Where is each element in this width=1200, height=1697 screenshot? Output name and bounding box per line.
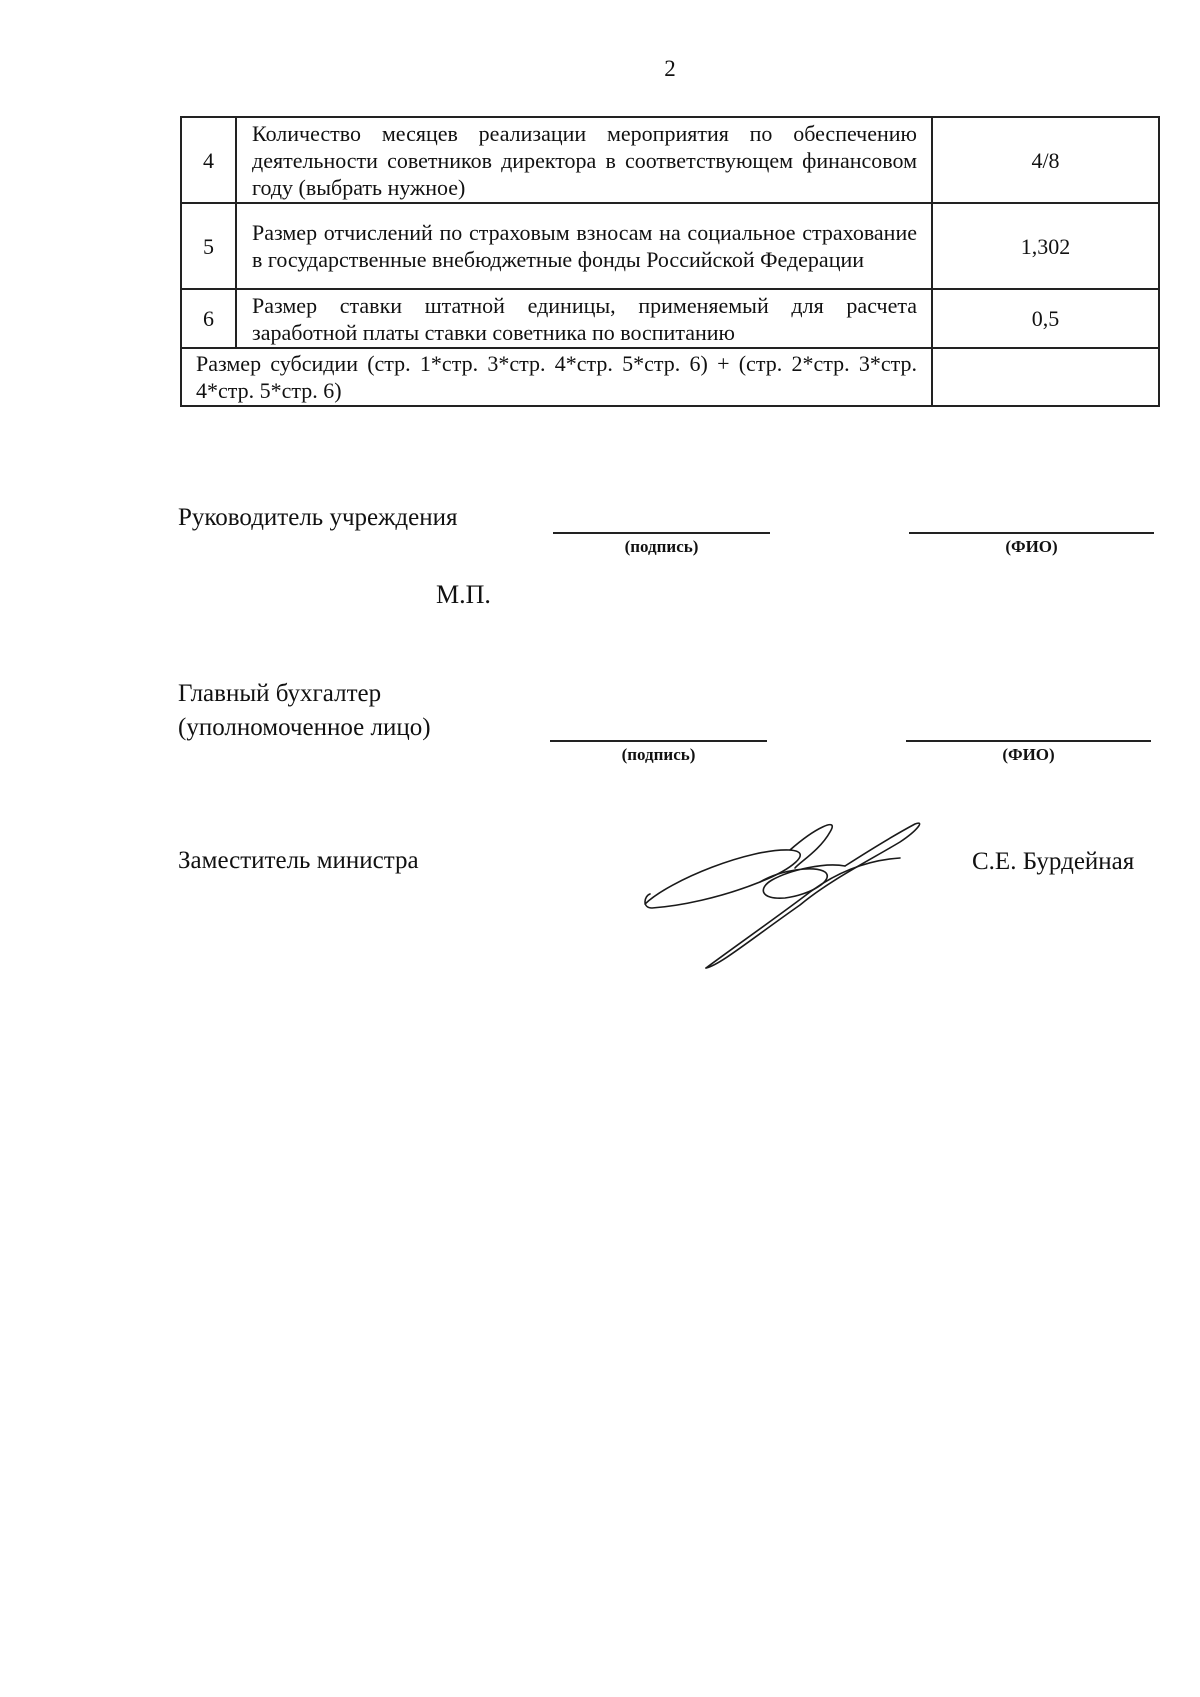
row-description: Количество месяцев реализации мероприятия по обеспечению деятельности советников директора в соответствующем финансовом году (выбрать нужное) bbox=[236, 117, 932, 203]
calculation-table bbox=[180, 116, 1160, 407]
table-row bbox=[181, 203, 1159, 289]
row-number: 6 bbox=[181, 289, 236, 348]
head-label: Руководитель учреждения bbox=[178, 504, 458, 531]
head-signature-line bbox=[553, 532, 770, 534]
row-number: 5 bbox=[181, 203, 236, 289]
accountant-label-line1: Главный бухгалтер bbox=[178, 680, 382, 707]
accountant-name-caption: (ФИО) bbox=[1002, 745, 1055, 764]
row-description: Размер ставки штатной единицы, применяемый для расчета заработной платы ставки советника по воспитанию bbox=[236, 289, 932, 348]
row-description: Размер отчислений по страховым взносам на социальное страхование в государственные внебюджетные фонды Российской Федерации bbox=[236, 203, 932, 289]
accountant-label-line2: (уполномоченное лицо) bbox=[178, 714, 431, 741]
row-value: 1,302 bbox=[932, 203, 1159, 289]
total-value bbox=[932, 348, 1159, 406]
accountant-name-line bbox=[906, 740, 1151, 742]
stamp-placeholder: М.П. bbox=[436, 580, 491, 609]
head-name-line bbox=[909, 532, 1154, 534]
row-value: 4/8 bbox=[932, 117, 1159, 203]
row-number: 4 bbox=[181, 117, 236, 203]
accountant-signature-caption: (подпись) bbox=[621, 745, 696, 764]
head-signature-caption: (подпись) bbox=[624, 537, 699, 556]
deputy-minister-name: С.Е. Бурдейная bbox=[972, 848, 1135, 875]
table-row bbox=[181, 117, 1159, 203]
table-row bbox=[181, 289, 1159, 348]
handwritten-signature-icon bbox=[640, 810, 960, 970]
page-number: 2 bbox=[664, 56, 676, 81]
deputy-minister-label: Заместитель министра bbox=[178, 847, 419, 874]
total-description: Размер субсидии (стр. 1*стр. 3*стр. 4*стр. 5*стр. 6) + (стр. 2*стр. 3*стр. 4*стр. 5*стр. 6) bbox=[181, 348, 932, 406]
accountant-signature-line bbox=[550, 740, 767, 742]
head-name-caption: (ФИО) bbox=[1005, 537, 1058, 556]
row-value: 0,5 bbox=[932, 289, 1159, 348]
table-total-row bbox=[181, 348, 1159, 406]
